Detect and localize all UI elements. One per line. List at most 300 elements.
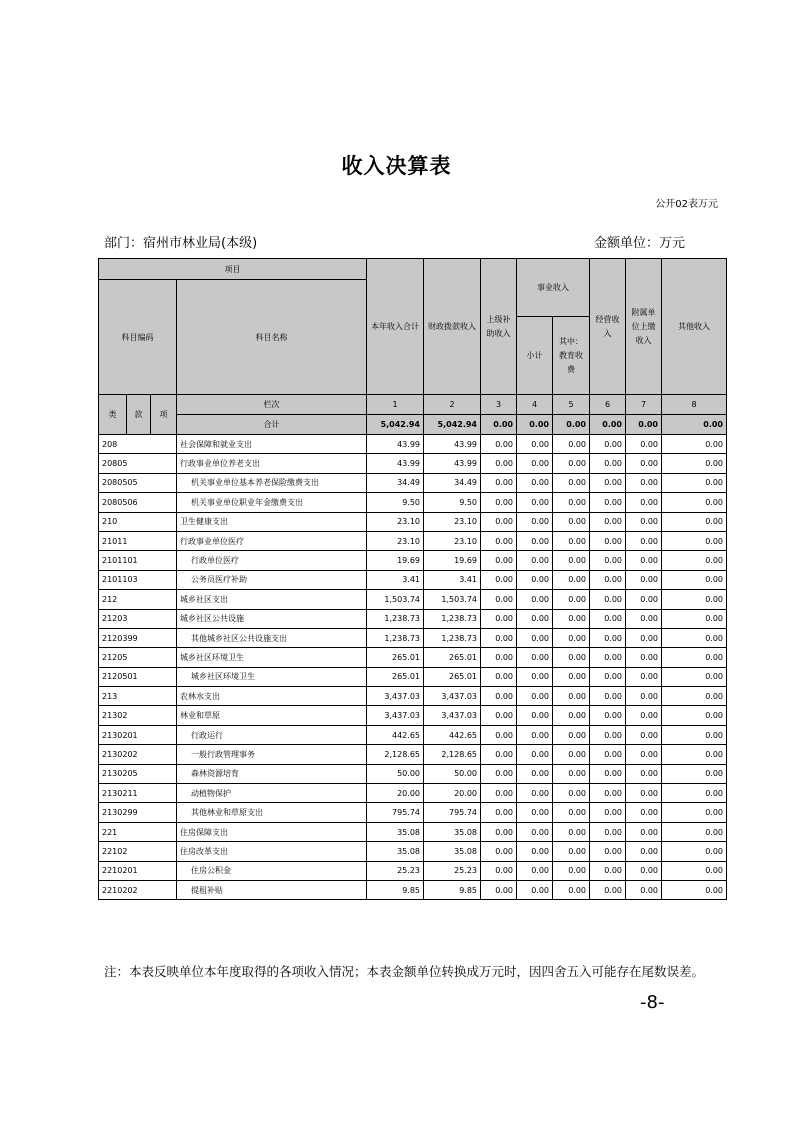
amount-cell: 0.00 [481, 493, 517, 512]
header-education: 其中：教育收费 [553, 317, 590, 395]
col-num: 3 [481, 395, 517, 415]
subject-name: 机关事业单位基本养老保险缴费支出 [177, 473, 367, 492]
amount-cell: 1,503.74 [367, 590, 424, 609]
amount-cell: 0.00 [553, 725, 590, 744]
amount-cell: 0.00 [481, 687, 517, 706]
total-value: 0.00 [517, 415, 553, 435]
amount-cell: 265.01 [424, 648, 481, 667]
amount-cell: 19.69 [424, 551, 481, 570]
amount-cell: 0.00 [553, 706, 590, 725]
amount-cell: 1,238.73 [367, 628, 424, 647]
amount-cell: 0.00 [553, 609, 590, 628]
amount-cell: 2,128.65 [424, 745, 481, 764]
amount-cell: 0.00 [517, 764, 553, 783]
amount-cell: 0.00 [626, 687, 662, 706]
subject-code: 213 [99, 687, 177, 706]
table-row [99, 590, 727, 609]
total-value: 0.00 [590, 415, 626, 435]
amount-cell: 0.00 [590, 745, 626, 764]
amount-cell: 0.00 [553, 473, 590, 492]
amount-cell: 9.85 [367, 880, 424, 899]
total-value: 0.00 [626, 415, 662, 435]
amount-cell: 35.08 [424, 842, 481, 861]
amount-cell: 0.00 [517, 803, 553, 822]
amount-cell: 795.74 [367, 803, 424, 822]
amount-cell: 43.99 [424, 454, 481, 473]
amount-cell: 0.00 [517, 493, 553, 512]
amount-cell: 0.00 [662, 706, 727, 725]
total-value: 0.00 [481, 415, 517, 435]
subject-code: 2130299 [99, 803, 177, 822]
amount-cell: 0.00 [481, 745, 517, 764]
amount-cell: 0.00 [626, 628, 662, 647]
amount-cell: 3,437.03 [424, 687, 481, 706]
subject-code: 2120501 [99, 667, 177, 686]
table-row [99, 493, 727, 512]
subject-code: 21302 [99, 706, 177, 725]
amount-cell: 0.00 [590, 454, 626, 473]
subject-name: 住房保障支出 [177, 822, 367, 841]
subject-name: 行政运行 [177, 725, 367, 744]
amount-cell: 0.00 [553, 570, 590, 589]
unit-label: 金额单位：万元 [594, 236, 686, 251]
amount-cell: 0.00 [553, 493, 590, 512]
amount-cell: 0.00 [626, 473, 662, 492]
amount-cell: 25.23 [424, 861, 481, 880]
amount-cell: 795.74 [424, 803, 481, 822]
amount-cell: 0.00 [553, 745, 590, 764]
table-row [99, 551, 727, 570]
header-superior: 上级补助收入 [481, 259, 517, 395]
amount-cell: 0.00 [590, 648, 626, 667]
amount-cell: 35.08 [367, 822, 424, 841]
amount-cell: 0.00 [553, 803, 590, 822]
total-label: 合计 [177, 415, 367, 435]
subject-code: 21203 [99, 609, 177, 628]
amount-cell: 0.00 [662, 667, 727, 686]
amount-cell: 0.00 [553, 784, 590, 803]
amount-cell: 9.85 [424, 880, 481, 899]
amount-cell: 0.00 [517, 454, 553, 473]
table-row [99, 842, 727, 861]
amount-cell: 0.00 [662, 628, 727, 647]
amount-cell: 0.00 [517, 531, 553, 550]
amount-cell: 50.00 [367, 764, 424, 783]
amount-cell: 0.00 [590, 880, 626, 899]
amount-cell: 0.00 [481, 609, 517, 628]
amount-cell: 34.49 [424, 473, 481, 492]
amount-cell: 0.00 [662, 590, 727, 609]
amount-cell: 0.00 [626, 512, 662, 531]
amount-cell: 0.00 [590, 706, 626, 725]
amount-cell: 0.00 [662, 803, 727, 822]
amount-cell: 0.00 [553, 822, 590, 841]
amount-cell: 1,238.73 [424, 609, 481, 628]
amount-cell: 0.00 [662, 880, 727, 899]
amount-cell: 0.00 [626, 648, 662, 667]
header-xiang: 项 [151, 395, 177, 435]
amount-cell: 0.00 [662, 861, 727, 880]
amount-cell: 0.00 [517, 725, 553, 744]
table-row [99, 435, 727, 454]
amount-cell: 0.00 [626, 725, 662, 744]
income-table [98, 258, 727, 900]
amount-cell: 0.00 [553, 648, 590, 667]
subject-name: 林业和草原 [177, 706, 367, 725]
header-subtotal: 小计 [517, 317, 553, 395]
amount-cell: 0.00 [590, 590, 626, 609]
amount-cell: 0.00 [590, 435, 626, 454]
subject-name: 城乡社区公共设施 [177, 609, 367, 628]
total-value: 0.00 [662, 415, 727, 435]
table-row [99, 531, 727, 550]
amount-cell: 0.00 [626, 667, 662, 686]
amount-cell: 0.00 [590, 822, 626, 841]
amount-cell: 0.00 [553, 880, 590, 899]
col-num: 2 [424, 395, 481, 415]
amount-cell: 0.00 [481, 803, 517, 822]
amount-cell: 0.00 [553, 842, 590, 861]
amount-cell: 0.00 [517, 706, 553, 725]
subject-code: 21205 [99, 648, 177, 667]
amount-cell: 0.00 [481, 570, 517, 589]
subject-name: 动植物保护 [177, 784, 367, 803]
amount-cell: 0.00 [626, 861, 662, 880]
amount-cell: 43.99 [367, 454, 424, 473]
amount-cell: 0.00 [590, 861, 626, 880]
amount-cell: 0.00 [481, 512, 517, 531]
table-row [99, 609, 727, 628]
amount-cell: 0.00 [662, 551, 727, 570]
amount-cell: 0.00 [626, 745, 662, 764]
amount-cell: 0.00 [553, 454, 590, 473]
header-lanci: 栏次 [177, 395, 367, 415]
amount-cell: 1,238.73 [424, 628, 481, 647]
subject-code: 20805 [99, 454, 177, 473]
amount-cell: 0.00 [517, 842, 553, 861]
amount-cell: 0.00 [517, 590, 553, 609]
header-kuan: 款 [127, 395, 151, 435]
amount-cell: 0.00 [517, 880, 553, 899]
amount-cell: 0.00 [626, 590, 662, 609]
amount-cell: 0.00 [626, 551, 662, 570]
subject-name: 行政事业单位医疗 [177, 531, 367, 550]
amount-cell: 0.00 [553, 764, 590, 783]
amount-cell: 0.00 [662, 609, 727, 628]
amount-cell: 3,437.03 [367, 687, 424, 706]
amount-cell: 0.00 [481, 435, 517, 454]
department-label: 部门：宿州市林业局(本级) [104, 236, 258, 251]
amount-cell: 0.00 [662, 764, 727, 783]
subject-name: 城乡社区环境卫生 [177, 667, 367, 686]
amount-cell: 0.00 [481, 822, 517, 841]
amount-cell: 0.00 [590, 512, 626, 531]
amount-cell: 0.00 [481, 764, 517, 783]
amount-cell: 0.00 [517, 687, 553, 706]
amount-cell: 0.00 [626, 880, 662, 899]
col-num: 1 [367, 395, 424, 415]
col-num: 8 [662, 395, 727, 415]
amount-cell: 23.10 [367, 512, 424, 531]
amount-cell: 0.00 [626, 784, 662, 803]
amount-cell: 0.00 [626, 454, 662, 473]
amount-cell: 20.00 [367, 784, 424, 803]
subject-name: 其他林业和草原支出 [177, 803, 367, 822]
amount-cell: 19.69 [367, 551, 424, 570]
amount-cell: 0.00 [662, 531, 727, 550]
amount-cell: 25.23 [367, 861, 424, 880]
subject-code: 210 [99, 512, 177, 531]
header-code: 科目编码 [99, 280, 177, 395]
amount-cell: 0.00 [517, 784, 553, 803]
subject-name: 城乡社区环境卫生 [177, 648, 367, 667]
amount-cell: 0.00 [517, 861, 553, 880]
footnote: 注：本表反映单位本年度取得的各项收入情况；本表金额单位转换成万元时，因四舍五入可能存在尾数误差。 [104, 964, 705, 979]
table-row [99, 648, 727, 667]
amount-cell: 43.99 [367, 435, 424, 454]
amount-cell: 0.00 [481, 880, 517, 899]
amount-cell: 3,437.03 [424, 706, 481, 725]
amount-cell: 1,238.73 [367, 609, 424, 628]
amount-cell: 3.41 [367, 570, 424, 589]
form-code: 公开02表万元 [655, 199, 718, 210]
amount-cell: 0.00 [590, 493, 626, 512]
amount-cell: 0.00 [590, 609, 626, 628]
col-num: 5 [553, 395, 590, 415]
amount-cell: 0.00 [626, 609, 662, 628]
amount-cell: 0.00 [662, 822, 727, 841]
amount-cell: 0.00 [626, 706, 662, 725]
amount-cell: 0.00 [517, 570, 553, 589]
total-value: 5,042.94 [424, 415, 481, 435]
subject-code: 21011 [99, 531, 177, 550]
amount-cell: 0.00 [481, 706, 517, 725]
table-row [99, 628, 727, 647]
amount-cell: 0.00 [590, 628, 626, 647]
table-row [99, 512, 727, 531]
amount-cell: 265.01 [424, 667, 481, 686]
amount-cell: 0.00 [662, 725, 727, 744]
amount-cell: 0.00 [626, 531, 662, 550]
amount-cell: 0.00 [662, 745, 727, 764]
amount-cell: 0.00 [481, 725, 517, 744]
col-num: 4 [517, 395, 553, 415]
amount-cell: 0.00 [481, 842, 517, 861]
amount-cell: 43.99 [424, 435, 481, 454]
amount-cell: 0.00 [590, 570, 626, 589]
amount-cell: 0.00 [590, 473, 626, 492]
subject-code: 212 [99, 590, 177, 609]
amount-cell: 442.65 [424, 725, 481, 744]
subject-code: 2101103 [99, 570, 177, 589]
subject-code: 2130201 [99, 725, 177, 744]
amount-cell: 0.00 [481, 551, 517, 570]
amount-cell: 0.00 [590, 551, 626, 570]
subject-name: 一般行政管理事务 [177, 745, 367, 764]
header-affiliated: 附属单位上缴收入 [626, 259, 662, 395]
header-item: 项目 [99, 259, 367, 280]
header-name: 科目名称 [177, 280, 367, 395]
amount-cell: 0.00 [662, 512, 727, 531]
subject-name: 农林水支出 [177, 687, 367, 706]
amount-cell: 0.00 [626, 803, 662, 822]
amount-cell: 0.00 [590, 784, 626, 803]
subject-code: 22102 [99, 842, 177, 861]
subject-code: 2101101 [99, 551, 177, 570]
amount-cell: 0.00 [481, 784, 517, 803]
amount-cell: 1,503.74 [424, 590, 481, 609]
page-title: 收入决算表 [341, 154, 452, 178]
amount-cell: 0.00 [553, 861, 590, 880]
amount-cell: 0.00 [590, 667, 626, 686]
amount-cell: 23.10 [424, 512, 481, 531]
amount-cell: 0.00 [517, 609, 553, 628]
page-number: -8- [640, 992, 665, 1013]
header-operating: 经营收入 [590, 259, 626, 395]
amount-cell: 0.00 [626, 842, 662, 861]
amount-cell: 0.00 [517, 822, 553, 841]
amount-cell: 0.00 [662, 648, 727, 667]
subject-code: 2210202 [99, 880, 177, 899]
subject-name: 城乡社区支出 [177, 590, 367, 609]
subject-name: 行政单位医疗 [177, 551, 367, 570]
amount-cell: 0.00 [553, 590, 590, 609]
amount-cell: 50.00 [424, 764, 481, 783]
header-other: 其他收入 [662, 259, 727, 395]
amount-cell: 0.00 [553, 667, 590, 686]
header-lei: 类 [99, 395, 127, 435]
amount-cell: 0.00 [626, 570, 662, 589]
table-row [99, 454, 727, 473]
subject-name: 社会保障和就业支出 [177, 435, 367, 454]
total-value: 5,042.94 [367, 415, 424, 435]
table-row [99, 880, 727, 899]
subject-name: 卫生健康支出 [177, 512, 367, 531]
amount-cell: 9.50 [367, 493, 424, 512]
table-row [99, 706, 727, 725]
amount-cell: 3.41 [424, 570, 481, 589]
subject-name: 提租补贴 [177, 880, 367, 899]
subject-name: 公务员医疗补助 [177, 570, 367, 589]
amount-cell: 23.10 [367, 531, 424, 550]
total-value: 0.00 [553, 415, 590, 435]
subject-name: 住房改革支出 [177, 842, 367, 861]
amount-cell: 0.00 [481, 531, 517, 550]
amount-cell: 265.01 [367, 667, 424, 686]
amount-cell: 0.00 [517, 667, 553, 686]
amount-cell: 0.00 [517, 512, 553, 531]
col-num: 6 [590, 395, 626, 415]
amount-cell: 0.00 [590, 764, 626, 783]
amount-cell: 34.49 [367, 473, 424, 492]
amount-cell: 0.00 [626, 822, 662, 841]
amount-cell: 0.00 [517, 628, 553, 647]
amount-cell: 0.00 [553, 512, 590, 531]
amount-cell: 0.00 [662, 687, 727, 706]
amount-cell: 23.10 [424, 531, 481, 550]
amount-cell: 20.00 [424, 784, 481, 803]
amount-cell: 0.00 [626, 435, 662, 454]
amount-cell: 0.00 [553, 531, 590, 550]
amount-cell: 0.00 [481, 473, 517, 492]
subject-code: 2080506 [99, 493, 177, 512]
table-row [99, 473, 727, 492]
subject-code: 2130205 [99, 764, 177, 783]
amount-cell: 2,128.65 [367, 745, 424, 764]
amount-cell: 0.00 [553, 687, 590, 706]
amount-cell: 0.00 [590, 803, 626, 822]
subject-name: 机关事业单位职业年金缴费支出 [177, 493, 367, 512]
table-row [99, 803, 727, 822]
col-num: 7 [626, 395, 662, 415]
amount-cell: 265.01 [367, 648, 424, 667]
amount-cell: 0.00 [481, 454, 517, 473]
amount-cell: 0.00 [662, 435, 727, 454]
amount-cell: 0.00 [553, 628, 590, 647]
amount-cell: 0.00 [481, 648, 517, 667]
amount-cell: 0.00 [517, 648, 553, 667]
subject-code: 2080505 [99, 473, 177, 492]
subject-code: 208 [99, 435, 177, 454]
amount-cell: 0.00 [481, 590, 517, 609]
amount-cell: 442.65 [367, 725, 424, 744]
amount-cell: 0.00 [481, 861, 517, 880]
table-row [99, 745, 727, 764]
amount-cell: 0.00 [517, 551, 553, 570]
table-row [99, 764, 727, 783]
subject-name: 行政事业单位养老支出 [177, 454, 367, 473]
amount-cell: 0.00 [662, 784, 727, 803]
amount-cell: 35.08 [367, 842, 424, 861]
amount-cell: 0.00 [626, 764, 662, 783]
amount-cell: 0.00 [590, 842, 626, 861]
header-fiscal: 财政拨款收入 [424, 259, 481, 395]
amount-cell: 0.00 [662, 454, 727, 473]
subject-code: 221 [99, 822, 177, 841]
amount-cell: 0.00 [553, 551, 590, 570]
amount-cell: 35.08 [424, 822, 481, 841]
amount-cell: 0.00 [590, 725, 626, 744]
amount-cell: 0.00 [590, 531, 626, 550]
amount-cell: 0.00 [590, 687, 626, 706]
amount-cell: 0.00 [481, 667, 517, 686]
table-row [99, 570, 727, 589]
subject-code: 2130202 [99, 745, 177, 764]
amount-cell: 0.00 [662, 493, 727, 512]
subject-name: 其他城乡社区公共设施支出 [177, 628, 367, 647]
table-row [99, 687, 727, 706]
subject-code: 2130211 [99, 784, 177, 803]
amount-cell: 9.50 [424, 493, 481, 512]
amount-cell: 0.00 [662, 473, 727, 492]
table-row [99, 861, 727, 880]
amount-cell: 0.00 [517, 473, 553, 492]
table-row [99, 725, 727, 744]
header-total-income: 本年收入合计 [367, 259, 424, 395]
amount-cell: 0.00 [626, 493, 662, 512]
amount-cell: 3,437.03 [367, 706, 424, 725]
amount-cell: 0.00 [662, 842, 727, 861]
amount-cell: 0.00 [662, 570, 727, 589]
subject-code: 2120399 [99, 628, 177, 647]
amount-cell: 0.00 [517, 435, 553, 454]
subject-name: 住房公积金 [177, 861, 367, 880]
table-row [99, 667, 727, 686]
amount-cell: 0.00 [553, 435, 590, 454]
table-row [99, 784, 727, 803]
subject-code: 2210201 [99, 861, 177, 880]
amount-cell: 0.00 [517, 745, 553, 764]
